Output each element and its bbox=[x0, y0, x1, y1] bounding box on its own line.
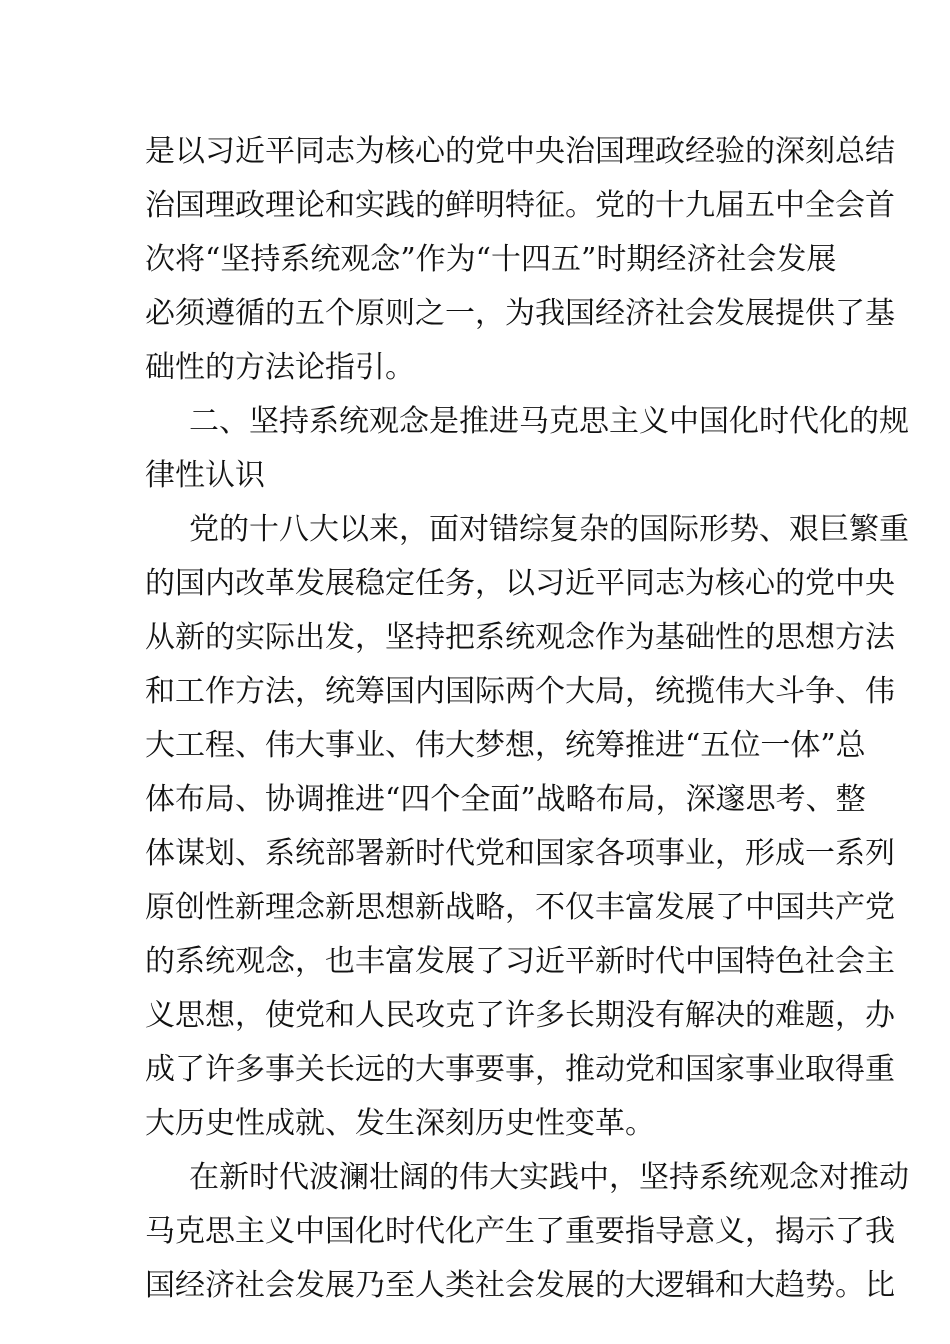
text-line: 次将“坚持系统观念”作为“十四五”时期经济社会发展 bbox=[145, 242, 837, 277]
text-line: 党的十八大以来，面对错综复杂的国际形势、艰巨繁重 bbox=[189, 512, 909, 547]
text-line: 体布局、协调推进“四个全面”战略布局，深邃思考、整 bbox=[145, 782, 866, 817]
text-line: 是以习近平同志为核心的党中央治国理政经验的深刻总结 bbox=[145, 134, 895, 169]
text-line: 的国内改革发展稳定任务，以习近平同志为核心的党中央 bbox=[145, 566, 895, 601]
text-line: 义思想，使党和人民攻克了许多长期没有解决的难题，办 bbox=[145, 998, 895, 1033]
section-heading: 律性认识 bbox=[145, 458, 265, 493]
text-line: 础性的方法论指引。 bbox=[145, 350, 415, 385]
text-line: 大历史性成就、发生深刻历史性变革。 bbox=[145, 1106, 655, 1141]
text-line: 从新的实际出发，坚持把系统观念作为基础性的思想方法 bbox=[145, 620, 895, 655]
text-line: 国经济社会发展乃至人类社会发展的大逻辑和大趋势。比 bbox=[145, 1268, 895, 1303]
text-line: 马克思主义中国化时代化产生了重要指导意义，揭示了我 bbox=[145, 1214, 895, 1249]
text-line: 体谋划、系统部署新时代党和国家各项事业，形成一系列 bbox=[145, 836, 895, 871]
text-line: 和工作方法，统筹国内国际两个大局，统揽伟大斗争、伟 bbox=[145, 674, 895, 709]
text-line: 必须遵循的五个原则之一，为我国经济社会发展提供了基 bbox=[145, 296, 895, 331]
text-line: 成了许多事关长远的大事要事，推动党和国家事业取得重 bbox=[145, 1052, 895, 1087]
section-heading: 二、坚持系统观念是推进马克思主义中国化时代化的规 bbox=[189, 404, 909, 439]
text-line: 的系统观念，也丰富发展了习近平新时代中国特色社会主 bbox=[145, 944, 895, 979]
text-line: 在新时代波澜壮阔的伟大实践中，坚持系统观念对推动 bbox=[189, 1160, 909, 1195]
text-line: 大工程、伟大事业、伟大梦想，统筹推进“五位一体”总 bbox=[145, 728, 866, 763]
text-line: 原创性新理念新思想新战略，不仅丰富发展了中国共产党 bbox=[145, 890, 895, 925]
text-line: 治国理政理论和实践的鲜明特征。党的十九届五中全会首 bbox=[145, 188, 895, 223]
